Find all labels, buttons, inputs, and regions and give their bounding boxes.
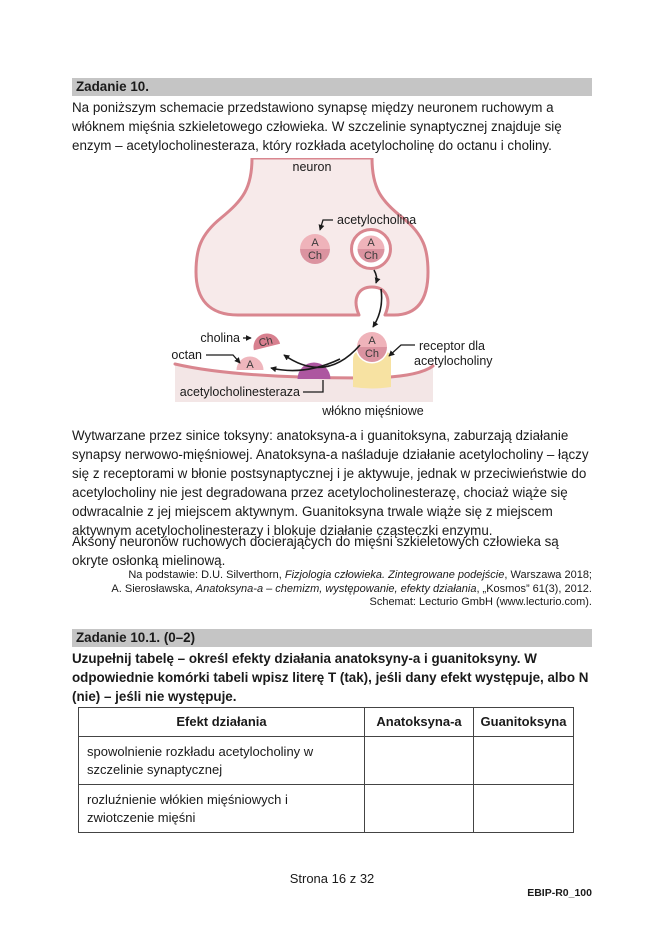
arrow-hydrolysis-to-cholina (284, 345, 360, 367)
citation-line-3: Schemat: Lecturio GmbH (www.lecturio.com). (369, 596, 592, 608)
molecule-ch-label: Ch (364, 348, 380, 360)
axon-paragraph: Aksony neuronów ruchowych docierających do mięśni szkieletowych człowieka są okryte osłonką mielinową. (72, 534, 559, 568)
synapse-diagram (72, 158, 592, 423)
answer-cell-guanitoksyna-2[interactable] (474, 785, 574, 833)
answer-cell-anatoksyna-2[interactable] (365, 785, 474, 833)
col-header-anatoksyna: Anatoksyna-a (365, 708, 474, 737)
molecule-a-label: A (367, 237, 375, 249)
molecule-ch-label: Ch (257, 334, 275, 350)
task-10-1-instruction: Uzupełnij tabelę – określ efekty działania anatoksyny-a i guanitoksyny. W odpowiednie komórki tabeli wpisz literę T (tak), jeśli dany efekt występuje, albo N (nie) – jeśli nie występuje. (72, 651, 589, 704)
effect-cell-2: rozluźnienie włókien mięśniowych i zwiotczenie mięśni (79, 785, 365, 833)
effect-cell-1: spowolnienie rozkładu acetylocholiny w szczelinie synaptycznej (79, 737, 365, 785)
task-10-intro: Na poniższym schemacie przedstawiono synapsę między neuronem ruchowym a włóknem mięśnia szkieletowego człowieka. W szczelinie synaptycznej znajduje się enzym – acetylocholinesteraza, który rozkłada acetylocholinę do octanu i choliny. (72, 100, 562, 153)
table-row (79, 785, 574, 833)
ach-on-receptor (357, 332, 387, 362)
leader-octan (206, 355, 240, 363)
label-receptor-line2: acetylocholiny (414, 354, 493, 368)
answer-cell-guanitoksyna-1[interactable] (474, 737, 574, 785)
label-receptor-line1: receptor dla (419, 339, 486, 353)
form-code: EBIP-R0_100 (527, 887, 592, 899)
toxin-paragraph: Wytwarzane przez sinice toksyny: anatoksyna-a i guanitoksyna, zaburzają działanie synapsy nerwowo-mięśniowej. Anatoksyna-a naśladuje działanie acetylocholiny – łączy się z receptorami w błonie postsynaptycznej i je aktywuje, jednak w przeciwieństwie do acetylocholiny nie jest degradowana przez acetylocholinesterazę, chociaż wiąże się odwracalnie z jej miejscem aktywnym. Guanitoksyna trwale wiąże się z miejscem aktywnym acetylocholinesterazy i blokuje działanie cząsteczki enzymu. (72, 428, 589, 538)
col-header-effect: Efekt działania (79, 708, 365, 737)
citation-line-2: A. Sierosławska, Anatoksyna-a – chemizm, występowanie, efekty działania, „Kosmos” 61(3), 2012. (111, 582, 592, 595)
page-number: Strona 16 z 32 (289, 871, 375, 886)
effects-table (78, 707, 574, 833)
leader-receptor (389, 345, 415, 356)
vesicle-ach-membrane (352, 230, 391, 269)
task-10-1-header-bar (72, 629, 592, 647)
product-octan (237, 357, 264, 372)
col-header-guanitoksyna: Guanitoksyna (474, 708, 574, 737)
molecule-ch-label: Ch (363, 250, 379, 262)
molecule-ch-label: Ch (307, 250, 323, 262)
label-acetylocholina: acetylocholina (337, 213, 417, 227)
vesicle-ach-free (300, 234, 330, 264)
citation-line-1: Na podstawie: D.U. Silverthorn, Fizjologia człowieka. Zintegrowane podejście, Warszawa 2018; (128, 569, 592, 581)
label-octan: octan (171, 348, 202, 362)
molecule-a-label: A (246, 359, 254, 371)
task-10-header-bar (72, 78, 592, 96)
label-neuron: neuron (292, 160, 332, 174)
label-cholina: cholina (200, 331, 240, 345)
molecule-a-label: A (311, 237, 319, 249)
answer-cell-anatoksyna-1[interactable] (365, 737, 474, 785)
task-10-1-title: Zadanie 10.1. (0–2) (76, 630, 196, 645)
label-muscle-fiber: włókno mięśniowe (322, 404, 424, 418)
table-row (79, 737, 574, 785)
source-citation (72, 569, 592, 610)
arrow-notch-to-cleft (373, 289, 382, 327)
label-acetylocholinesteraza: acetylocholinesteraza (179, 385, 300, 399)
molecule-a-label: A (368, 335, 376, 347)
table-header-row (79, 708, 574, 737)
product-cholina (251, 331, 281, 352)
task-10-title: Zadanie 10. (76, 79, 149, 94)
